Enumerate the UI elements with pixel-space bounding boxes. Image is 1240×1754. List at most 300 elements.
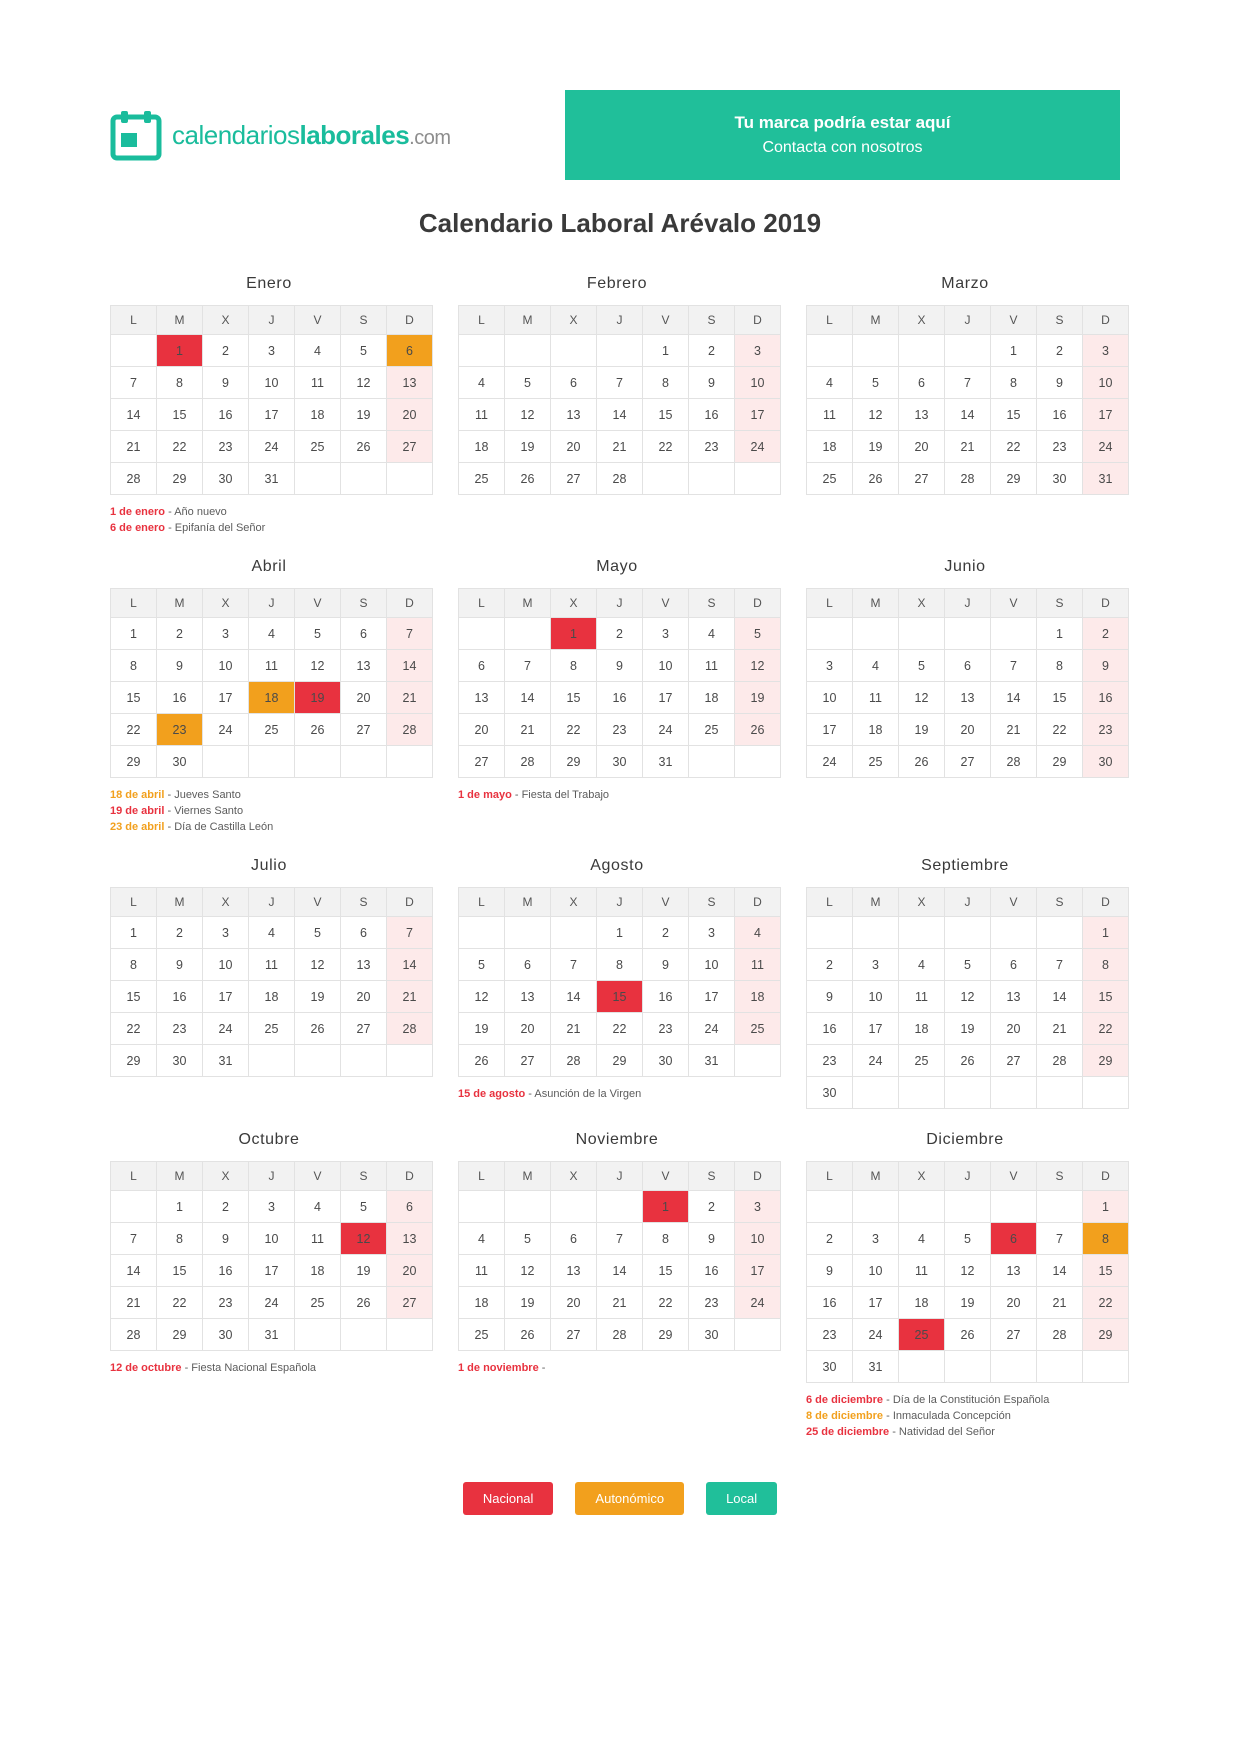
day-cell[interactable]: 18 — [853, 714, 899, 746]
day-cell[interactable]: 11 — [899, 1255, 945, 1287]
day-cell[interactable]: 1 — [1083, 1191, 1129, 1223]
day-cell[interactable]: 22 — [1083, 1287, 1129, 1319]
day-cell[interactable]: 27 — [387, 1287, 433, 1319]
day-cell[interactable]: 18 — [295, 1255, 341, 1287]
day-cell[interactable]: 26 — [945, 1319, 991, 1351]
day-cell[interactable]: 7 — [1037, 949, 1083, 981]
day-cell[interactable]: 20 — [899, 431, 945, 463]
day-cell[interactable]: 16 — [203, 1255, 249, 1287]
day-cell[interactable]: 15 — [1037, 682, 1083, 714]
day-cell[interactable]: 11 — [459, 399, 505, 431]
day-cell[interactable]: 7 — [551, 949, 597, 981]
day-cell[interactable]: 18 — [295, 399, 341, 431]
day-cell[interactable]: 23 — [643, 1013, 689, 1045]
day-cell[interactable]: 22 — [157, 431, 203, 463]
day-cell[interactable]: 8 — [643, 1223, 689, 1255]
day-cell[interactable]: 15 — [643, 399, 689, 431]
day-cell[interactable]: 25 — [807, 463, 853, 495]
day-cell[interactable]: 27 — [991, 1045, 1037, 1077]
day-cell[interactable]: 7 — [111, 1223, 157, 1255]
day-cell[interactable]: 2 — [807, 1223, 853, 1255]
day-cell[interactable]: 9 — [807, 981, 853, 1013]
day-cell[interactable]: 11 — [735, 949, 781, 981]
day-cell[interactable]: 5 — [341, 335, 387, 367]
day-cell[interactable]: 1 — [597, 917, 643, 949]
day-cell[interactable]: 20 — [505, 1013, 551, 1045]
day-cell[interactable]: 5 — [853, 367, 899, 399]
day-cell[interactable]: 13 — [991, 981, 1037, 1013]
day-cell[interactable]: 1 — [111, 618, 157, 650]
day-cell[interactable]: 1 — [157, 335, 203, 367]
day-cell[interactable]: 12 — [853, 399, 899, 431]
day-cell[interactable]: 20 — [387, 1255, 433, 1287]
day-cell[interactable]: 1 — [157, 1191, 203, 1223]
day-cell[interactable]: 11 — [899, 981, 945, 1013]
day-cell[interactable]: 24 — [853, 1319, 899, 1351]
day-cell[interactable]: 18 — [459, 431, 505, 463]
day-cell[interactable]: 15 — [1083, 981, 1129, 1013]
day-cell[interactable]: 23 — [597, 714, 643, 746]
day-cell[interactable]: 1 — [991, 335, 1037, 367]
day-cell[interactable]: 24 — [249, 1287, 295, 1319]
day-cell[interactable]: 2 — [689, 335, 735, 367]
day-cell[interactable]: 9 — [643, 949, 689, 981]
day-cell[interactable]: 2 — [1037, 335, 1083, 367]
day-cell[interactable]: 16 — [643, 981, 689, 1013]
day-cell[interactable]: 23 — [203, 431, 249, 463]
day-cell[interactable]: 26 — [341, 431, 387, 463]
day-cell[interactable]: 12 — [945, 981, 991, 1013]
day-cell[interactable]: 14 — [945, 399, 991, 431]
day-cell[interactable]: 15 — [597, 981, 643, 1013]
day-cell[interactable]: 21 — [551, 1013, 597, 1045]
day-cell[interactable]: 4 — [249, 917, 295, 949]
day-cell[interactable]: 18 — [249, 981, 295, 1013]
day-cell[interactable]: 29 — [111, 1045, 157, 1077]
day-cell[interactable]: 28 — [945, 463, 991, 495]
day-cell[interactable]: 19 — [945, 1013, 991, 1045]
day-cell[interactable]: 21 — [597, 1287, 643, 1319]
day-cell[interactable]: 17 — [643, 682, 689, 714]
day-cell[interactable]: 8 — [111, 949, 157, 981]
day-cell[interactable]: 6 — [991, 949, 1037, 981]
day-cell[interactable]: 8 — [991, 367, 1037, 399]
day-cell[interactable]: 2 — [643, 917, 689, 949]
day-cell[interactable]: 23 — [689, 1287, 735, 1319]
day-cell[interactable]: 8 — [1083, 1223, 1129, 1255]
day-cell[interactable]: 14 — [551, 981, 597, 1013]
day-cell[interactable]: 27 — [551, 463, 597, 495]
day-cell[interactable]: 25 — [459, 463, 505, 495]
day-cell[interactable]: 12 — [295, 650, 341, 682]
day-cell[interactable]: 26 — [735, 714, 781, 746]
day-cell[interactable]: 30 — [157, 1045, 203, 1077]
day-cell[interactable]: 10 — [1083, 367, 1129, 399]
day-cell[interactable]: 5 — [945, 1223, 991, 1255]
day-cell[interactable]: 25 — [249, 714, 295, 746]
day-cell[interactable]: 24 — [643, 714, 689, 746]
day-cell[interactable]: 27 — [459, 746, 505, 778]
day-cell[interactable]: 8 — [1083, 949, 1129, 981]
day-cell[interactable]: 9 — [689, 367, 735, 399]
day-cell[interactable]: 2 — [597, 618, 643, 650]
day-cell[interactable]: 21 — [1037, 1287, 1083, 1319]
day-cell[interactable]: 6 — [387, 335, 433, 367]
day-cell[interactable]: 6 — [945, 650, 991, 682]
day-cell[interactable]: 19 — [945, 1287, 991, 1319]
day-cell[interactable]: 4 — [459, 1223, 505, 1255]
day-cell[interactable]: 23 — [203, 1287, 249, 1319]
day-cell[interactable]: 9 — [203, 367, 249, 399]
day-cell[interactable]: 5 — [505, 367, 551, 399]
ad-banner[interactable] — [565, 90, 1120, 180]
day-cell[interactable]: 9 — [807, 1255, 853, 1287]
day-cell[interactable]: 8 — [1037, 650, 1083, 682]
day-cell[interactable]: 16 — [689, 1255, 735, 1287]
day-cell[interactable]: 28 — [111, 463, 157, 495]
day-cell[interactable]: 16 — [597, 682, 643, 714]
day-cell[interactable]: 14 — [1037, 981, 1083, 1013]
day-cell[interactable]: 19 — [505, 431, 551, 463]
day-cell[interactable]: 27 — [991, 1319, 1037, 1351]
day-cell[interactable]: 9 — [1083, 650, 1129, 682]
day-cell[interactable]: 15 — [111, 682, 157, 714]
day-cell[interactable]: 2 — [203, 335, 249, 367]
day-cell[interactable]: 6 — [341, 618, 387, 650]
day-cell[interactable]: 24 — [689, 1013, 735, 1045]
day-cell[interactable]: 26 — [853, 463, 899, 495]
day-cell[interactable]: 19 — [735, 682, 781, 714]
day-cell[interactable]: 4 — [899, 1223, 945, 1255]
day-cell[interactable]: 8 — [643, 367, 689, 399]
day-cell[interactable]: 20 — [387, 399, 433, 431]
day-cell[interactable]: 31 — [249, 1319, 295, 1351]
day-cell[interactable]: 21 — [111, 431, 157, 463]
day-cell[interactable]: 31 — [643, 746, 689, 778]
day-cell[interactable]: 13 — [945, 682, 991, 714]
day-cell[interactable]: 20 — [945, 714, 991, 746]
day-cell[interactable]: 16 — [203, 399, 249, 431]
day-cell[interactable]: 6 — [551, 367, 597, 399]
day-cell[interactable]: 17 — [853, 1013, 899, 1045]
day-cell[interactable]: 11 — [689, 650, 735, 682]
day-cell[interactable]: 25 — [459, 1319, 505, 1351]
day-cell[interactable]: 6 — [341, 917, 387, 949]
day-cell[interactable]: 14 — [111, 1255, 157, 1287]
day-cell[interactable]: 8 — [597, 949, 643, 981]
day-cell[interactable]: 7 — [597, 367, 643, 399]
day-cell[interactable]: 29 — [157, 463, 203, 495]
day-cell[interactable]: 28 — [387, 1013, 433, 1045]
day-cell[interactable]: 8 — [157, 367, 203, 399]
day-cell[interactable]: 6 — [991, 1223, 1037, 1255]
day-cell[interactable]: 8 — [551, 650, 597, 682]
day-cell[interactable]: 16 — [157, 981, 203, 1013]
day-cell[interactable]: 9 — [597, 650, 643, 682]
day-cell[interactable]: 26 — [341, 1287, 387, 1319]
day-cell[interactable]: 17 — [249, 399, 295, 431]
day-cell[interactable]: 17 — [203, 682, 249, 714]
day-cell[interactable]: 16 — [1083, 682, 1129, 714]
day-cell[interactable]: 1 — [111, 917, 157, 949]
day-cell[interactable]: 3 — [735, 1191, 781, 1223]
day-cell[interactable]: 24 — [735, 431, 781, 463]
day-cell[interactable]: 26 — [505, 463, 551, 495]
day-cell[interactable]: 17 — [689, 981, 735, 1013]
day-cell[interactable]: 10 — [735, 367, 781, 399]
day-cell[interactable]: 3 — [853, 1223, 899, 1255]
day-cell[interactable]: 9 — [157, 650, 203, 682]
day-cell[interactable]: 22 — [111, 1013, 157, 1045]
day-cell[interactable]: 9 — [203, 1223, 249, 1255]
day-cell[interactable]: 7 — [387, 917, 433, 949]
day-cell[interactable]: 20 — [341, 981, 387, 1013]
day-cell[interactable]: 30 — [597, 746, 643, 778]
day-cell[interactable]: 19 — [295, 682, 341, 714]
day-cell[interactable]: 10 — [689, 949, 735, 981]
day-cell[interactable]: 12 — [899, 682, 945, 714]
day-cell[interactable]: 15 — [991, 399, 1037, 431]
day-cell[interactable]: 3 — [735, 335, 781, 367]
day-cell[interactable]: 20 — [551, 1287, 597, 1319]
day-cell[interactable]: 30 — [689, 1319, 735, 1351]
day-cell[interactable]: 2 — [203, 1191, 249, 1223]
site-logo[interactable] — [110, 109, 510, 161]
day-cell[interactable]: 25 — [295, 431, 341, 463]
day-cell[interactable]: 11 — [295, 1223, 341, 1255]
day-cell[interactable]: 21 — [597, 431, 643, 463]
day-cell[interactable]: 1 — [643, 335, 689, 367]
day-cell[interactable]: 24 — [249, 431, 295, 463]
day-cell[interactable]: 23 — [807, 1319, 853, 1351]
day-cell[interactable]: 21 — [111, 1287, 157, 1319]
day-cell[interactable]: 3 — [249, 1191, 295, 1223]
day-cell[interactable]: 23 — [1037, 431, 1083, 463]
day-cell[interactable]: 13 — [551, 399, 597, 431]
day-cell[interactable]: 9 — [157, 949, 203, 981]
day-cell[interactable]: 14 — [505, 682, 551, 714]
day-cell[interactable]: 24 — [735, 1287, 781, 1319]
day-cell[interactable]: 4 — [249, 618, 295, 650]
day-cell[interactable]: 22 — [643, 1287, 689, 1319]
day-cell[interactable]: 2 — [157, 618, 203, 650]
day-cell[interactable]: 24 — [1083, 431, 1129, 463]
day-cell[interactable]: 14 — [111, 399, 157, 431]
day-cell[interactable]: 7 — [945, 367, 991, 399]
day-cell[interactable]: 28 — [1037, 1045, 1083, 1077]
day-cell[interactable]: 25 — [295, 1287, 341, 1319]
day-cell[interactable]: 16 — [1037, 399, 1083, 431]
day-cell[interactable]: 15 — [157, 1255, 203, 1287]
day-cell[interactable]: 3 — [643, 618, 689, 650]
day-cell[interactable]: 10 — [853, 1255, 899, 1287]
day-cell[interactable]: 26 — [899, 746, 945, 778]
day-cell[interactable]: 26 — [459, 1045, 505, 1077]
legend-item-nacional[interactable]: Nacional — [463, 1482, 554, 1515]
day-cell[interactable]: 29 — [1083, 1319, 1129, 1351]
day-cell[interactable]: 10 — [853, 981, 899, 1013]
day-cell[interactable]: 2 — [807, 949, 853, 981]
day-cell[interactable]: 29 — [551, 746, 597, 778]
day-cell[interactable]: 15 — [643, 1255, 689, 1287]
day-cell[interactable]: 4 — [689, 618, 735, 650]
day-cell[interactable]: 3 — [1083, 335, 1129, 367]
day-cell[interactable]: 16 — [157, 682, 203, 714]
day-cell[interactable]: 25 — [249, 1013, 295, 1045]
day-cell[interactable]: 15 — [1083, 1255, 1129, 1287]
day-cell[interactable]: 31 — [689, 1045, 735, 1077]
day-cell[interactable]: 9 — [1037, 367, 1083, 399]
day-cell[interactable]: 11 — [295, 367, 341, 399]
day-cell[interactable]: 20 — [551, 431, 597, 463]
day-cell[interactable]: 27 — [387, 431, 433, 463]
day-cell[interactable]: 11 — [853, 682, 899, 714]
day-cell[interactable]: 17 — [807, 714, 853, 746]
day-cell[interactable]: 6 — [459, 650, 505, 682]
day-cell[interactable]: 29 — [991, 463, 1037, 495]
day-cell[interactable]: 10 — [249, 367, 295, 399]
day-cell[interactable]: 30 — [157, 746, 203, 778]
day-cell[interactable]: 20 — [341, 682, 387, 714]
day-cell[interactable]: 12 — [505, 1255, 551, 1287]
day-cell[interactable]: 13 — [991, 1255, 1037, 1287]
day-cell[interactable]: 18 — [899, 1013, 945, 1045]
day-cell[interactable]: 28 — [111, 1319, 157, 1351]
day-cell[interactable]: 27 — [505, 1045, 551, 1077]
day-cell[interactable]: 3 — [203, 618, 249, 650]
day-cell[interactable]: 19 — [341, 399, 387, 431]
day-cell[interactable]: 28 — [505, 746, 551, 778]
day-cell[interactable]: 29 — [111, 746, 157, 778]
day-cell[interactable]: 27 — [899, 463, 945, 495]
day-cell[interactable]: 27 — [341, 714, 387, 746]
day-cell[interactable]: 10 — [249, 1223, 295, 1255]
day-cell[interactable]: 29 — [1037, 746, 1083, 778]
day-cell[interactable]: 30 — [807, 1077, 853, 1109]
day-cell[interactable]: 25 — [735, 1013, 781, 1045]
day-cell[interactable]: 12 — [341, 1223, 387, 1255]
day-cell[interactable]: 20 — [991, 1013, 1037, 1045]
day-cell[interactable]: 16 — [689, 399, 735, 431]
day-cell[interactable]: 30 — [1037, 463, 1083, 495]
day-cell[interactable]: 13 — [341, 949, 387, 981]
day-cell[interactable]: 22 — [991, 431, 1037, 463]
day-cell[interactable]: 12 — [295, 949, 341, 981]
day-cell[interactable]: 11 — [249, 949, 295, 981]
day-cell[interactable]: 30 — [1083, 746, 1129, 778]
day-cell[interactable]: 18 — [735, 981, 781, 1013]
day-cell[interactable]: 17 — [249, 1255, 295, 1287]
day-cell[interactable]: 13 — [387, 1223, 433, 1255]
day-cell[interactable]: 8 — [111, 650, 157, 682]
day-cell[interactable]: 10 — [643, 650, 689, 682]
day-cell[interactable]: 3 — [853, 949, 899, 981]
day-cell[interactable]: 4 — [807, 367, 853, 399]
day-cell[interactable]: 15 — [551, 682, 597, 714]
day-cell[interactable]: 30 — [643, 1045, 689, 1077]
day-cell[interactable]: 31 — [1083, 463, 1129, 495]
day-cell[interactable]: 10 — [735, 1223, 781, 1255]
legend-item-local[interactable]: Local — [706, 1482, 777, 1515]
day-cell[interactable]: 29 — [643, 1319, 689, 1351]
day-cell[interactable]: 2 — [1083, 618, 1129, 650]
day-cell[interactable]: 25 — [689, 714, 735, 746]
day-cell[interactable]: 10 — [203, 650, 249, 682]
day-cell[interactable]: 22 — [111, 714, 157, 746]
day-cell[interactable]: 2 — [157, 917, 203, 949]
day-cell[interactable]: 21 — [387, 981, 433, 1013]
day-cell[interactable]: 30 — [807, 1351, 853, 1383]
day-cell[interactable]: 4 — [735, 917, 781, 949]
day-cell[interactable]: 4 — [295, 1191, 341, 1223]
day-cell[interactable]: 3 — [689, 917, 735, 949]
day-cell[interactable]: 5 — [899, 650, 945, 682]
day-cell[interactable]: 5 — [735, 618, 781, 650]
day-cell[interactable]: 29 — [157, 1319, 203, 1351]
day-cell[interactable]: 12 — [505, 399, 551, 431]
day-cell[interactable]: 19 — [505, 1287, 551, 1319]
day-cell[interactable]: 19 — [459, 1013, 505, 1045]
day-cell[interactable]: 27 — [341, 1013, 387, 1045]
day-cell[interactable]: 23 — [157, 1013, 203, 1045]
day-cell[interactable]: 13 — [505, 981, 551, 1013]
day-cell[interactable]: 3 — [249, 335, 295, 367]
day-cell[interactable]: 19 — [295, 981, 341, 1013]
day-cell[interactable]: 9 — [689, 1223, 735, 1255]
day-cell[interactable]: 22 — [551, 714, 597, 746]
day-cell[interactable]: 5 — [459, 949, 505, 981]
day-cell[interactable]: 10 — [807, 682, 853, 714]
day-cell[interactable]: 28 — [597, 1319, 643, 1351]
day-cell[interactable]: 5 — [295, 917, 341, 949]
day-cell[interactable]: 14 — [597, 1255, 643, 1287]
day-cell[interactable]: 1 — [643, 1191, 689, 1223]
day-cell[interactable]: 14 — [387, 949, 433, 981]
day-cell[interactable]: 5 — [341, 1191, 387, 1223]
day-cell[interactable]: 11 — [459, 1255, 505, 1287]
day-cell[interactable]: 6 — [505, 949, 551, 981]
day-cell[interactable]: 28 — [551, 1045, 597, 1077]
day-cell[interactable]: 1 — [1037, 618, 1083, 650]
day-cell[interactable]: 12 — [341, 367, 387, 399]
day-cell[interactable]: 26 — [295, 1013, 341, 1045]
day-cell[interactable]: 21 — [505, 714, 551, 746]
day-cell[interactable]: 18 — [459, 1287, 505, 1319]
day-cell[interactable]: 24 — [203, 1013, 249, 1045]
day-cell[interactable]: 4 — [853, 650, 899, 682]
day-cell[interactable]: 24 — [203, 714, 249, 746]
day-cell[interactable]: 13 — [387, 367, 433, 399]
day-cell[interactable]: 6 — [551, 1223, 597, 1255]
day-cell[interactable]: 4 — [295, 335, 341, 367]
day-cell[interactable]: 25 — [899, 1319, 945, 1351]
day-cell[interactable]: 27 — [551, 1319, 597, 1351]
day-cell[interactable]: 25 — [853, 746, 899, 778]
day-cell[interactable]: 6 — [387, 1191, 433, 1223]
day-cell[interactable]: 29 — [597, 1045, 643, 1077]
day-cell[interactable]: 11 — [807, 399, 853, 431]
day-cell[interactable]: 29 — [1083, 1045, 1129, 1077]
day-cell[interactable]: 14 — [387, 650, 433, 682]
day-cell[interactable]: 14 — [1037, 1255, 1083, 1287]
day-cell[interactable]: 7 — [505, 650, 551, 682]
day-cell[interactable]: 23 — [807, 1045, 853, 1077]
day-cell[interactable]: 5 — [295, 618, 341, 650]
day-cell[interactable]: 23 — [1083, 714, 1129, 746]
day-cell[interactable]: 23 — [689, 431, 735, 463]
day-cell[interactable]: 16 — [807, 1287, 853, 1319]
day-cell[interactable]: 28 — [597, 463, 643, 495]
